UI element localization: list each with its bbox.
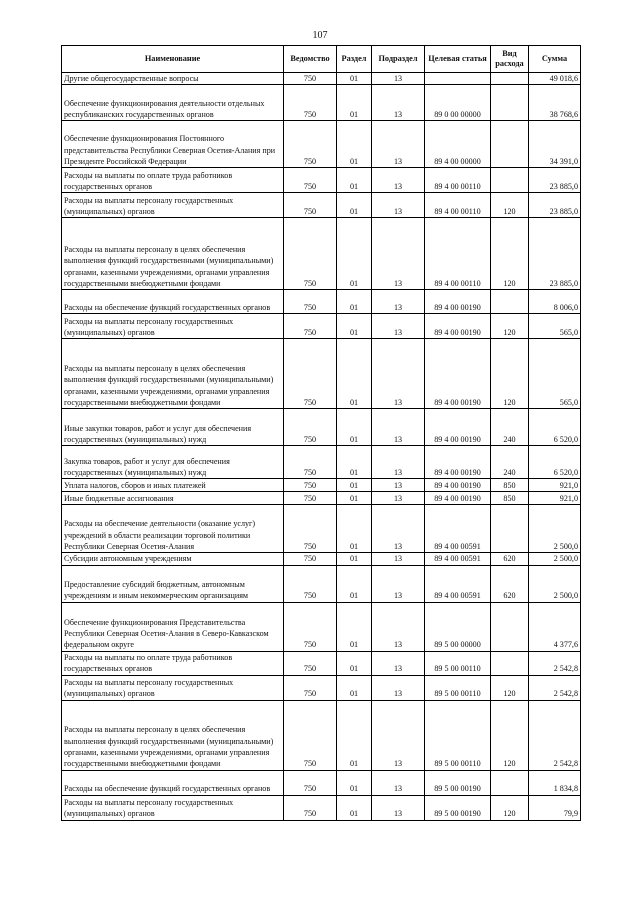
table-row	[62, 795, 581, 820]
table-row	[62, 339, 581, 409]
cell-subsection: 13	[372, 492, 425, 505]
cell-expense-type: 120	[491, 675, 529, 700]
cell-department: 750	[284, 85, 337, 121]
cell-expense-type	[491, 505, 529, 553]
cell-sum: 565,0	[529, 339, 581, 409]
cell-section: 01	[337, 770, 372, 795]
cell-section: 01	[337, 168, 372, 193]
table-row	[62, 700, 581, 770]
cell-department: 750	[284, 795, 337, 820]
cell-subsection: 13	[372, 339, 425, 409]
cell-section: 01	[337, 602, 372, 651]
cell-sum: 2 500,0	[529, 565, 581, 602]
cell-target-article: 89 4 00 00591	[425, 565, 491, 602]
table-row	[62, 446, 581, 479]
cell-section: 01	[337, 700, 372, 770]
cell-department: 750	[284, 492, 337, 505]
table-row	[62, 565, 581, 602]
cell-department: 750	[284, 193, 337, 218]
table-row	[62, 651, 581, 675]
cell-target-article: 89 4 00 00110	[425, 193, 491, 218]
cell-subsection: 13	[372, 446, 425, 479]
cell-section: 01	[337, 492, 372, 505]
table-row	[62, 553, 581, 565]
cell-subsection: 13	[372, 651, 425, 675]
cell-name: Расходы на выплаты по оплате труда работников государственных органов	[62, 168, 284, 193]
cell-sum: 6 520,0	[529, 409, 581, 446]
cell-name: Расходы на обеспечение деятельности (оказание услуг) учреждений в области реализации торговой политики Республики Северная Осетия-Алания	[62, 505, 284, 553]
cell-department: 750	[284, 168, 337, 193]
cell-target-article: 89 4 00 00190	[425, 446, 491, 479]
cell-sum: 2 500,0	[529, 553, 581, 565]
cell-section: 01	[337, 565, 372, 602]
cell-expense-type: 120	[491, 700, 529, 770]
cell-department: 750	[284, 553, 337, 565]
cell-target-article: 89 4 00 00190	[425, 479, 491, 492]
cell-name: Расходы на выплаты персоналу в целях обеспечения выполнения функций государственными (муниципальными) органами, казенными учреждениями, органами управления государственными внебюджетными фондами	[62, 339, 284, 409]
cell-name: Обеспечение функционирования деятельности отдельных республиканских государственных органов	[62, 85, 284, 121]
header-section: Раздел	[337, 46, 372, 73]
cell-section: 01	[337, 446, 372, 479]
cell-subsection: 13	[372, 505, 425, 553]
cell-target-article: 89 4 00 00591	[425, 553, 491, 565]
cell-name: Обеспечение функционирования Постоянного представительства Республики Северная Осетия-Алания при Президенте Российской Федерации	[62, 121, 284, 168]
cell-subsection: 13	[372, 409, 425, 446]
cell-name: Предоставление субсидий бюджетным, автономным учреждениям и иным некоммерческим организациям	[62, 565, 284, 602]
cell-section: 01	[337, 675, 372, 700]
cell-target-article: 89 5 00 00190	[425, 770, 491, 795]
table-row	[62, 193, 581, 218]
budget-table	[61, 45, 581, 821]
table-row	[62, 121, 581, 168]
cell-target-article: 89 5 00 00190	[425, 795, 491, 820]
cell-target-article: 89 5 00 00110	[425, 675, 491, 700]
cell-department: 750	[284, 409, 337, 446]
cell-name: Закупка товаров, работ и услуг для обеспечения государственных (муниципальных) нужд	[62, 446, 284, 479]
cell-expense-type: 240	[491, 409, 529, 446]
table-row	[62, 218, 581, 290]
cell-subsection: 13	[372, 85, 425, 121]
cell-target-article: 89 4 00 00190	[425, 492, 491, 505]
cell-sum: 38 768,6	[529, 85, 581, 121]
cell-expense-type: 240	[491, 446, 529, 479]
cell-section: 01	[337, 553, 372, 565]
cell-name: Иные бюджетные ассигнования	[62, 492, 284, 505]
cell-expense-type: 120	[491, 339, 529, 409]
table-row	[62, 479, 581, 492]
cell-target-article: 89 4 00 00591	[425, 505, 491, 553]
cell-section: 01	[337, 73, 372, 85]
cell-subsection: 13	[372, 314, 425, 339]
cell-section: 01	[337, 85, 372, 121]
cell-department: 750	[284, 770, 337, 795]
cell-subsection: 13	[372, 553, 425, 565]
cell-target-article: 89 4 00 00190	[425, 409, 491, 446]
cell-expense-type	[491, 168, 529, 193]
cell-department: 750	[284, 121, 337, 168]
cell-name: Расходы на выплаты персоналу государственных (муниципальных) органов	[62, 314, 284, 339]
cell-expense-type	[491, 651, 529, 675]
cell-subsection: 13	[372, 675, 425, 700]
cell-subsection: 13	[372, 218, 425, 290]
table-row	[62, 675, 581, 700]
cell-expense-type	[491, 290, 529, 314]
cell-section: 01	[337, 314, 372, 339]
cell-department: 750	[284, 602, 337, 651]
cell-name: Субсидии автономным учреждениям	[62, 553, 284, 565]
cell-sum: 6 520,0	[529, 446, 581, 479]
cell-expense-type	[491, 121, 529, 168]
cell-sum: 4 377,6	[529, 602, 581, 651]
cell-subsection: 13	[372, 770, 425, 795]
table-row	[62, 85, 581, 121]
cell-department: 750	[284, 700, 337, 770]
cell-section: 01	[337, 218, 372, 290]
cell-sum: 34 391,0	[529, 121, 581, 168]
cell-expense-type: 120	[491, 193, 529, 218]
cell-name: Расходы на обеспечение функций государственных органов	[62, 770, 284, 795]
cell-department: 750	[284, 651, 337, 675]
cell-sum: 1 834,8	[529, 770, 581, 795]
cell-sum: 2 542,8	[529, 700, 581, 770]
cell-subsection: 13	[372, 193, 425, 218]
cell-target-article: 89 4 00 00190	[425, 339, 491, 409]
cell-target-article: 89 4 00 00000	[425, 121, 491, 168]
cell-section: 01	[337, 121, 372, 168]
table-row	[62, 314, 581, 339]
cell-subsection: 13	[372, 795, 425, 820]
cell-name: Расходы на выплаты персоналу государственных (муниципальных) органов	[62, 795, 284, 820]
cell-sum: 2 500,0	[529, 505, 581, 553]
cell-subsection: 13	[372, 73, 425, 85]
cell-department: 750	[284, 565, 337, 602]
header-subsection: Подраздел	[372, 46, 425, 73]
cell-expense-type: 120	[491, 795, 529, 820]
table-row	[62, 492, 581, 505]
cell-name: Иные закупки товаров, работ и услуг для обеспечения государственных (муниципальных) нужд	[62, 409, 284, 446]
cell-section: 01	[337, 505, 372, 553]
header-sum: Сумма	[529, 46, 581, 73]
cell-target-article: 89 5 00 00000	[425, 602, 491, 651]
cell-expense-type	[491, 602, 529, 651]
cell-sum: 2 542,8	[529, 675, 581, 700]
cell-expense-type: 620	[491, 565, 529, 602]
cell-expense-type: 120	[491, 314, 529, 339]
cell-name: Уплата налогов, сборов и иных платежей	[62, 479, 284, 492]
cell-name: Другие общегосударственные вопросы	[62, 73, 284, 85]
cell-department: 750	[284, 73, 337, 85]
cell-target-article: 89 4 00 00190	[425, 290, 491, 314]
header-target-article: Целевая статья	[425, 46, 491, 73]
cell-sum: 2 542,8	[529, 651, 581, 675]
cell-expense-type	[491, 85, 529, 121]
cell-name: Расходы на выплаты персоналу в целях обеспечения выполнения функций государственными (муниципальными) органами, казенными учреждениями, органами управления государственными внебюджетными фондами	[62, 700, 284, 770]
cell-sum: 565,0	[529, 314, 581, 339]
cell-name: Расходы на выплаты по оплате труда работников государственных органов	[62, 651, 284, 675]
table-row	[62, 168, 581, 193]
table-row	[62, 770, 581, 795]
cell-subsection: 13	[372, 479, 425, 492]
cell-section: 01	[337, 651, 372, 675]
cell-subsection: 13	[372, 565, 425, 602]
cell-department: 750	[284, 218, 337, 290]
cell-department: 750	[284, 290, 337, 314]
cell-department: 750	[284, 675, 337, 700]
cell-subsection: 13	[372, 602, 425, 651]
header-name: Наименование	[62, 46, 284, 73]
table-header-row	[62, 46, 581, 73]
cell-section: 01	[337, 339, 372, 409]
cell-sum: 79,9	[529, 795, 581, 820]
cell-subsection: 13	[372, 290, 425, 314]
cell-expense-type: 620	[491, 553, 529, 565]
table-row	[62, 290, 581, 314]
cell-sum: 23 885,0	[529, 193, 581, 218]
cell-section: 01	[337, 479, 372, 492]
cell-name: Расходы на выплаты персоналу государственных (муниципальных) органов	[62, 675, 284, 700]
cell-sum: 49 018,6	[529, 73, 581, 85]
cell-department: 750	[284, 339, 337, 409]
cell-name: Расходы на выплаты персоналу в целях обеспечения выполнения функций государственными (муниципальными) органами, казенными учреждениями, органами управления государственными внебюджетными фондами	[62, 218, 284, 290]
cell-sum: 921,0	[529, 492, 581, 505]
cell-department: 750	[284, 446, 337, 479]
table-row	[62, 602, 581, 651]
cell-target-article: 89 4 00 00190	[425, 314, 491, 339]
cell-expense-type: 850	[491, 479, 529, 492]
cell-target-article: 89 4 00 00110	[425, 218, 491, 290]
cell-name: Расходы на обеспечение функций государственных органов	[62, 290, 284, 314]
cell-target-article: 89 5 00 00110	[425, 700, 491, 770]
header-expense-type: Вид расхода	[491, 46, 529, 73]
cell-sum: 23 885,0	[529, 168, 581, 193]
header-department: Ведомство	[284, 46, 337, 73]
cell-target-article: 89 0 00 00000	[425, 85, 491, 121]
cell-sum: 23 885,0	[529, 218, 581, 290]
cell-expense-type	[491, 73, 529, 85]
cell-name: Обеспечение функционирования Представительства Республики Северная Осетия-Алания в Северо-Кавказском федеральном округе	[62, 602, 284, 651]
cell-expense-type: 120	[491, 218, 529, 290]
cell-department: 750	[284, 479, 337, 492]
table-row	[62, 73, 581, 85]
cell-subsection: 13	[372, 700, 425, 770]
table-row	[62, 409, 581, 446]
cell-section: 01	[337, 795, 372, 820]
cell-name: Расходы на выплаты персоналу государственных (муниципальных) органов	[62, 193, 284, 218]
cell-target-article: 89 5 00 00110	[425, 651, 491, 675]
cell-department: 750	[284, 505, 337, 553]
cell-target-article	[425, 73, 491, 85]
cell-subsection: 13	[372, 168, 425, 193]
cell-expense-type: 850	[491, 492, 529, 505]
cell-section: 01	[337, 290, 372, 314]
cell-section: 01	[337, 409, 372, 446]
page-number: 107	[312, 30, 328, 41]
cell-department: 750	[284, 314, 337, 339]
cell-sum: 921,0	[529, 479, 581, 492]
cell-target-article: 89 4 00 00110	[425, 168, 491, 193]
cell-expense-type	[491, 770, 529, 795]
cell-sum: 8 006,0	[529, 290, 581, 314]
cell-section: 01	[337, 193, 372, 218]
cell-subsection: 13	[372, 121, 425, 168]
table-row	[62, 505, 581, 553]
